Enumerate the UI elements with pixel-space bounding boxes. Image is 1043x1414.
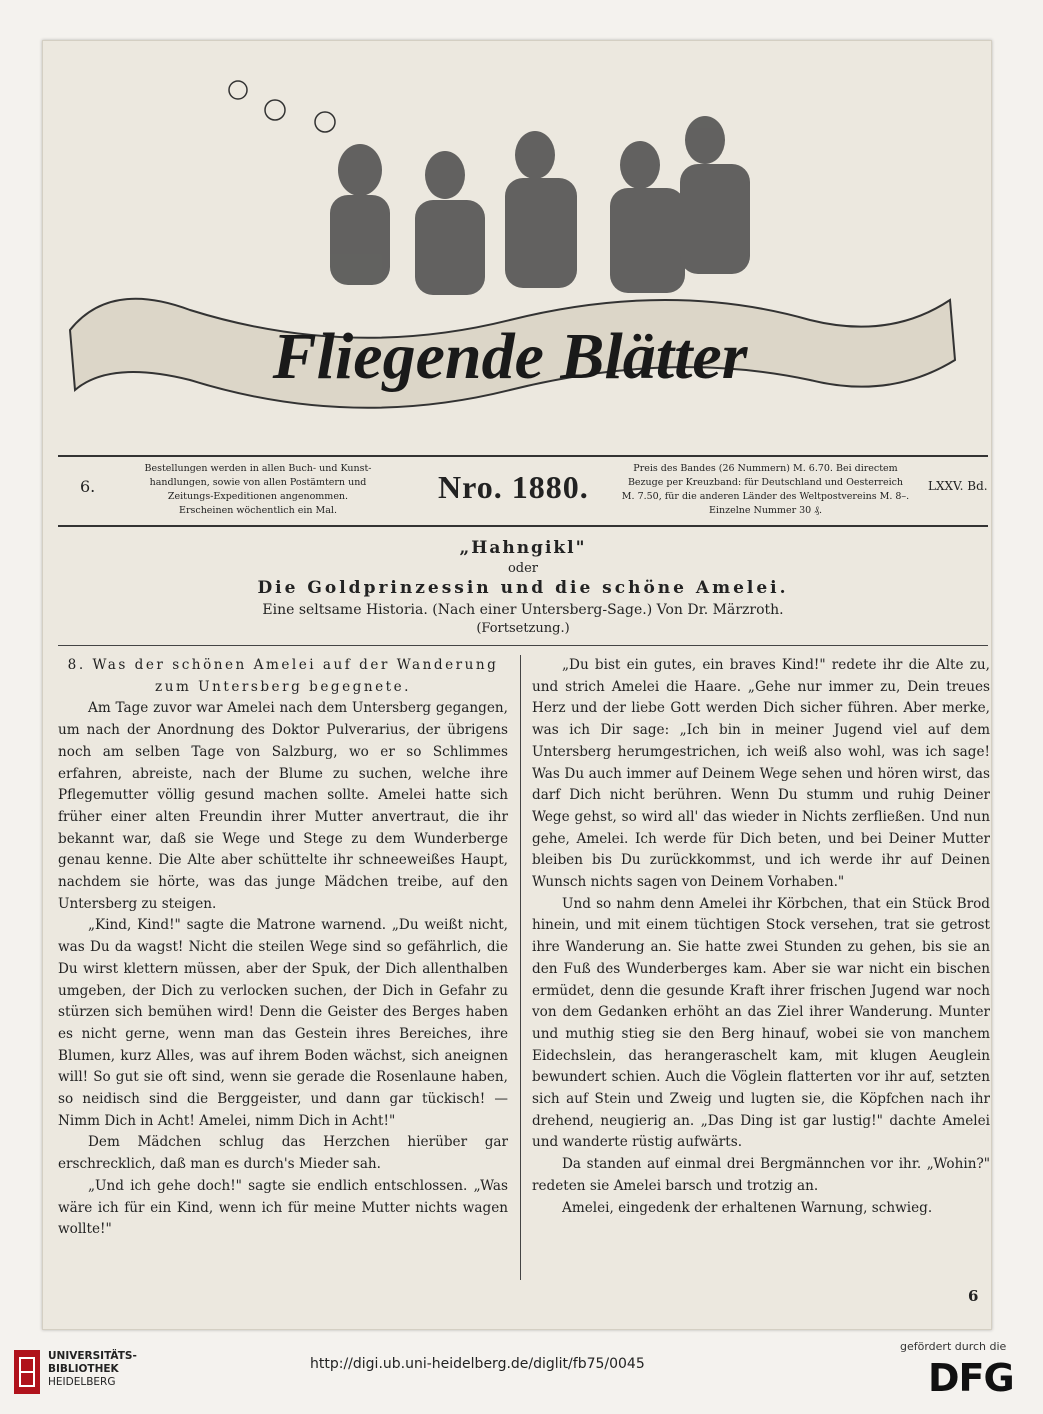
issue-header: [58, 455, 988, 527]
issue-number: 6.: [80, 477, 96, 496]
footer: [0, 1336, 1043, 1414]
right-column: [532, 655, 990, 1219]
column-divider: [520, 655, 521, 1280]
divider: [58, 645, 988, 646]
university-name: UNIVERSITÄTS- BIBLIOTHEK HEIDELBERG: [48, 1350, 137, 1388]
paragraph: Am Tage zuvor war Amelei nach dem Untersberg gegangen, um nach der Anordnung des Doktor Pulverarius, der übrigens noch am selben Tage von Salzburg, wo er so Schlimmes erfahren, abreiste, nach der Blume zu suchen, welche ihre Pflegemutter völlig gesund machen sollte. Amelei hatte sich früher einer alten Freundin ihrer Mutter anvertraut, die ihr bekannt war, daß sie Wege und Stege zu dem Wunderberge genau kenne. Die Alte aber schüttelte ihr schneeweißes Haupt, nachdem sie hörte, was das junge Mädchen treibe, auf den Untersberg zu steigen.: [58, 700, 508, 912]
article-subtitle: Die Goldprinzessin und die schöne Amelei.: [257, 578, 789, 598]
paragraph: Da standen auf einmal drei Bergmännchen vor ihr. „Wohin?" redeten sie Amelei barsch und trotzig an.: [532, 1156, 990, 1194]
dfg-logo: DFG: [928, 1356, 1014, 1400]
title-oder: oder: [507, 561, 539, 576]
chapter-heading: 8. Was der schönen Amelei auf der Wanderung zum Untersberg begegnete.: [67, 657, 499, 695]
volume: LXXV. Bd.: [928, 479, 988, 493]
issue-nr: Nro. 1880.: [438, 469, 589, 505]
masthead-illustration: [50, 60, 970, 450]
source-url[interactable]: http://digi.ub.uni-heidelberg.de/diglit/fb75/0045: [310, 1356, 645, 1372]
masthead-title: Fliegende Blätter: [272, 320, 748, 393]
university-logo-icon: [12, 1348, 42, 1396]
order-info: Bestellungen werden in allen Buch- und Kunst- handlungen, sowie von allen Postämtern und Zeitungs-Expeditionen angenommen. Erscheinen wöchentlich ein Mal.: [144, 463, 372, 516]
article-title: „Hahngikl": [459, 538, 587, 558]
byline: Eine seltsame Historia. (Nach einer Untersberg-Sage.) Von Dr. Märzroth.: [262, 602, 784, 618]
funded-by-text: gefördert durch die: [900, 1340, 1007, 1353]
price-info: Preis des Bandes (26 Nummern) M. 6.70. Bei directem Bezuge per Kreuzband: für Deutschland und Oesterreich M. 7.50, für die anderen Länder des Weltpostvereins M. 8–. Einzelne Nummer 30 ₰.: [621, 463, 910, 516]
paragraph: „Kind, Kind!" sagte die Matrone warnend. „Du weißt nicht, was Du da wagst! Nicht die steilen Wege sind so gefährlich, die Du wirst klettern müssen, aber der Spuk, der Dich allenthalben umgeben, der Dich zu verlocken suchen, der Dich in Gefahr zu stürzen sich bemühen wird! Denn die Geister des Berges haben es nicht gerne, wenn man das Gestein ihres Bereiches, ihre Blumen, kurz Alles, was auf ihrem Boden wächst, sich aneignen will! So gut sie oft sind, wenn sie gerade die Rosenlaune haben, so neidisch sind die Berggeister, und dann gar tückisch! — Nimm Dich in Acht! Amelei, nimm Dich in Acht!": [58, 917, 508, 1129]
paragraph: Dem Mädchen schlug das Herzchen hierüber gar erschrecklich, daß man es durch's Mieder sah.: [58, 1134, 508, 1173]
left-column: [58, 655, 508, 1241]
paragraph: Und so nahm denn Amelei ihr Körbchen, that ein Stück Brod hinein, und mit einem tüchtigen Stock versehen, trat sie getrost ihre Wanderung an. Sie hatte zwei Stunden zu gehen, bis sie an den Fuß des Wunderberges kam. Aber sie war nicht ein bischen ermüdet, denn die gesunde Kraft ihrer frischen Jugend war noch von dem Gedanken erhöht an das Ziel ihrer Wanderung. Munter und muthig stieg sie den Berg hinauf, wobei sie von manchem Eidechslein, das herangeraschelt kam, mit klugen Aeuglein bewundert schien. Auch die Vöglein flatterten vor ihr auf, setzten sich auf Stein und Zweig und lugten sie, die Köpfchen nach ihr drehend, neugierig an. „Das Ding ist gar lustig!" dachte Amelei und wanderte rüstig aufwärts.: [532, 895, 990, 1151]
paragraph: „Du bist ein gutes, ein braves Kind!" redete ihr die Alte zu, und strich Amelei die Haare. „Gehe nur immer zu, Dein treues Herz und der liebe Gott werden Dich sicher führen. Aber merke, was ich Dir sage: „Ich bin in meiner Jugend viel auf dem Untersberg herumgestrichen, ich weiß also wohl, was ich sage! Was Du auch immer auf Deinem Wege sehen und hören wirst, das darf Dich nicht berühren. Wenn Du stumm und ruhig Deiner Wege gehst, so wird all' das wieder in Nichts zerfließen. Und nun gehe, Amelei. Ich werde für Dich beten, und bei Deiner Mutter bleiben bis Du zurückkommst, und ich werde ihr auf Deinen Wunsch nichts sagen von Deinem Vorhaben.": [532, 657, 990, 891]
article-title-block: [58, 530, 988, 636]
paragraph: Amelei, eingedenk der erhaltenen Warnung, schwieg.: [562, 1199, 933, 1216]
page-number: 6: [968, 1287, 979, 1305]
paragraph: „Und ich gehe doch!" sagte sie endlich entschlossen. „Was wäre ich für ein Kind, wenn ich für meine Mutter nichts wagen wollte!": [58, 1177, 508, 1238]
continuation-note: (Fortsetzung.): [476, 621, 570, 636]
